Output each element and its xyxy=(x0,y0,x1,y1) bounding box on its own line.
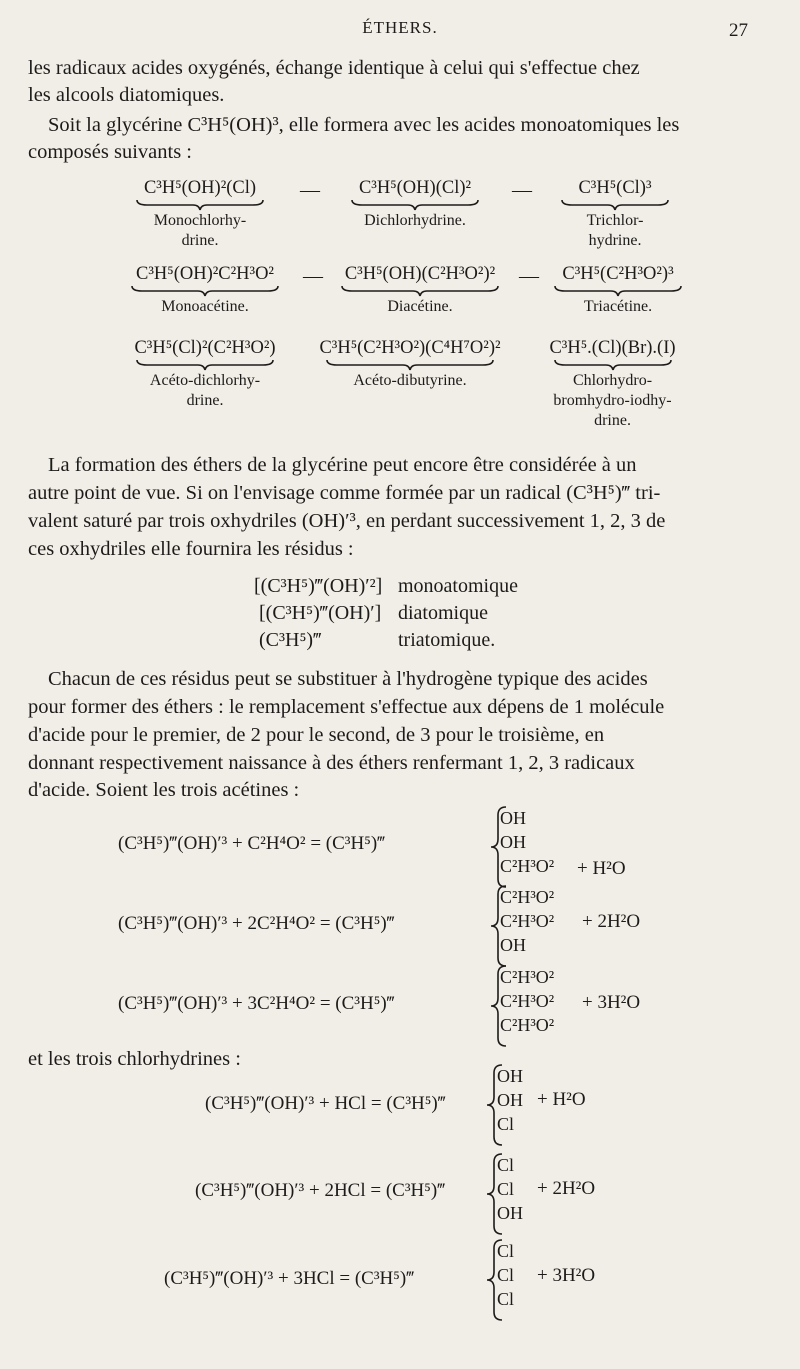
residue-formula: (C³H⁵)‴ xyxy=(259,629,322,651)
compound-chlorhydro-bromhydro-iodhydrine xyxy=(520,338,705,431)
compound-label: Trichlor- xyxy=(586,212,644,229)
body-line: et les trois chlorhydrines : xyxy=(28,1048,241,1070)
intro-line: les radicaux acides oxygénés, échange identique à celui qui s'effectue chez xyxy=(28,57,640,79)
compound-formula: C³H⁵(OH)²(Cl) xyxy=(143,178,257,198)
compound-formula: C³H⁵(C²H³O²)(C⁴H⁷O²)² xyxy=(319,338,501,358)
dash: — xyxy=(512,179,532,201)
dash: — xyxy=(303,265,323,287)
compound-formula: C³H⁵(C²H³O²)³ xyxy=(562,264,674,284)
compound-label: drine. xyxy=(186,392,224,409)
stack-item: C²H³O² xyxy=(500,991,555,1011)
stack-item: OH xyxy=(497,1090,523,1110)
stack-item: C²H³O² xyxy=(500,1015,555,1035)
underbrace xyxy=(560,199,670,211)
stack-item: C²H³O² xyxy=(500,967,555,987)
compound-label: Chlorhydro- xyxy=(572,372,653,389)
equation-lhs: (C³H⁵)‴(OH)′³ + 2C²H⁴O² = (C³H⁵)‴ xyxy=(118,913,395,934)
compound-label: Acéto-dichlorhy- xyxy=(149,372,261,389)
equation-tail: + 2H²O xyxy=(537,1178,596,1199)
underbrace xyxy=(135,359,275,371)
compound-label: Monoacétine. xyxy=(161,298,249,315)
residue-label: triatomique. xyxy=(398,629,496,651)
compound-label: Monochlorhy- xyxy=(153,212,247,229)
compound-label: drine. xyxy=(181,232,219,249)
body-line: valent saturé par trois oxhydriles (OH)′³, en perdant successivement 1, 2, 3 de xyxy=(28,510,666,532)
equation-stack xyxy=(500,806,554,878)
equation-lhs: (C³H⁵)‴(OH)′³ + C²H⁴O² = (C³H⁵)‴ xyxy=(118,833,386,854)
running-title: ÉTHERS. xyxy=(362,18,438,37)
compound-formula: C³H⁵(OH)(C²H³O²)² xyxy=(344,264,496,284)
stack-item: Cl xyxy=(497,1114,515,1134)
body-line: d'acide pour le premier, de 2 pour le second, de 3 pour le troisième, en xyxy=(28,724,605,746)
stack-item: Cl xyxy=(497,1179,515,1199)
residue-formula: [(C³H⁵)‴(OH)′²] xyxy=(254,575,383,597)
body-line: ces oxhydriles elle fournira les résidus : xyxy=(28,538,354,560)
equation-tail: + 3H²O xyxy=(537,1265,596,1286)
compound-label: bromhydro-iodhy- xyxy=(553,392,672,409)
equation-tail: + 2H²O xyxy=(582,911,641,932)
equation-lhs: (C³H⁵)‴(OH)′³ + 2HCl = (C³H⁵)‴ xyxy=(195,1180,446,1201)
body-line: donnant respectivement naissance à des éthers renfermant 1, 2, 3 radicaux xyxy=(28,752,635,774)
compound-formula: C³H⁵(Cl)³ xyxy=(578,178,652,198)
underbrace xyxy=(553,285,683,297)
underbrace xyxy=(130,285,280,297)
intro-line: composés suivants : xyxy=(28,141,192,163)
equation-lhs: (C³H⁵)‴(OH)′³ + 3HCl = (C³H⁵)‴ xyxy=(164,1268,415,1289)
compound-aceto-dibutyrine xyxy=(310,338,510,391)
residue-label: diatomique xyxy=(398,602,488,624)
stack-item: C²H³O² xyxy=(500,887,555,907)
compound-label: Triacétine. xyxy=(583,298,653,315)
stack-item: Cl xyxy=(497,1265,515,1285)
intro-line: Soit la glycérine C³H⁵(OH)³, elle formera avec les acides monoatomiques les xyxy=(48,114,680,136)
stack-item: C²H³O² xyxy=(500,856,555,876)
dash: — xyxy=(519,265,539,287)
intro-line: les alcools diatomiques. xyxy=(28,84,225,106)
body-line: pour former des éthers : le remplacement s'effectue aux dépens de 1 molécule xyxy=(28,696,665,718)
stack-item: OH xyxy=(497,1066,523,1086)
equation-stack xyxy=(500,965,554,1037)
underbrace xyxy=(325,359,495,371)
page-number: 27 xyxy=(729,20,748,41)
compound-triacetine xyxy=(538,264,698,317)
compound-formula: C³H⁵(Cl)²(C²H³O²) xyxy=(134,338,276,358)
compound-trichlorhydrine xyxy=(540,178,690,251)
residue-label: monoatomique xyxy=(398,575,518,597)
stack-item: Cl xyxy=(497,1241,515,1261)
dash: — xyxy=(300,179,320,201)
body-line: Chacun de ces résidus peut se substituer à l'hydrogène typique des acides xyxy=(48,668,648,690)
stack-item: OH xyxy=(500,832,526,852)
equation-stack xyxy=(497,1239,514,1311)
residue-formula: [(C³H⁵)‴(OH)′] xyxy=(259,602,382,624)
compound-label: hydrine. xyxy=(588,232,642,249)
stack-item: OH xyxy=(500,935,526,955)
compound-label: Acéto-dibutyrine. xyxy=(353,372,467,389)
compound-label: drine. xyxy=(594,412,631,429)
equation-tail: + 3H²O xyxy=(582,992,641,1013)
compound-dichlorhydrine xyxy=(330,178,500,231)
body-line: d'acide. Soient les trois acétines : xyxy=(28,779,300,801)
compound-diacetine xyxy=(325,264,515,317)
underbrace xyxy=(340,285,500,297)
body-line: La formation des éthers de la glycérine peut encore être considérée à un xyxy=(48,454,637,476)
compound-formula: C³H⁵(OH)²C²H³O² xyxy=(136,264,274,284)
equation-lhs: (C³H⁵)‴(OH)′³ + 3C²H⁴O² = (C³H⁵)‴ xyxy=(118,993,395,1014)
equation-stack xyxy=(497,1153,523,1225)
underbrace xyxy=(350,199,480,211)
compound-formula: C³H⁵.(Cl)(Br).(I) xyxy=(549,338,676,358)
equation-tail: + H²O xyxy=(577,858,626,879)
compound-formula: C³H⁵(OH)(Cl)² xyxy=(358,178,472,198)
underbrace xyxy=(553,359,673,371)
equation-lhs: (C³H⁵)‴(OH)′³ + HCl = (C³H⁵)‴ xyxy=(205,1093,446,1114)
body-line: autre point de vue. Si on l'envisage comme formée par un radical (C³H⁵)‴ tri- xyxy=(28,482,661,504)
stack-item: Cl xyxy=(497,1289,515,1309)
underbrace xyxy=(135,199,265,211)
stack-item: C²H³O² xyxy=(500,911,555,931)
page-header xyxy=(0,18,800,44)
stack-item: Cl xyxy=(497,1155,515,1175)
compound-label: Dichlorhydrine. xyxy=(364,212,466,229)
compound-monoacetine xyxy=(115,264,295,317)
stack-item: OH xyxy=(500,808,526,828)
compound-monochlorhydrine xyxy=(115,178,285,251)
compound-aceto-dichlorhydrine xyxy=(115,338,295,411)
equation-stack xyxy=(500,885,554,957)
equation-stack xyxy=(497,1064,523,1136)
stack-item: OH xyxy=(497,1203,523,1223)
equation-tail: + H²O xyxy=(537,1089,586,1110)
compound-label: Diacétine. xyxy=(387,298,453,315)
